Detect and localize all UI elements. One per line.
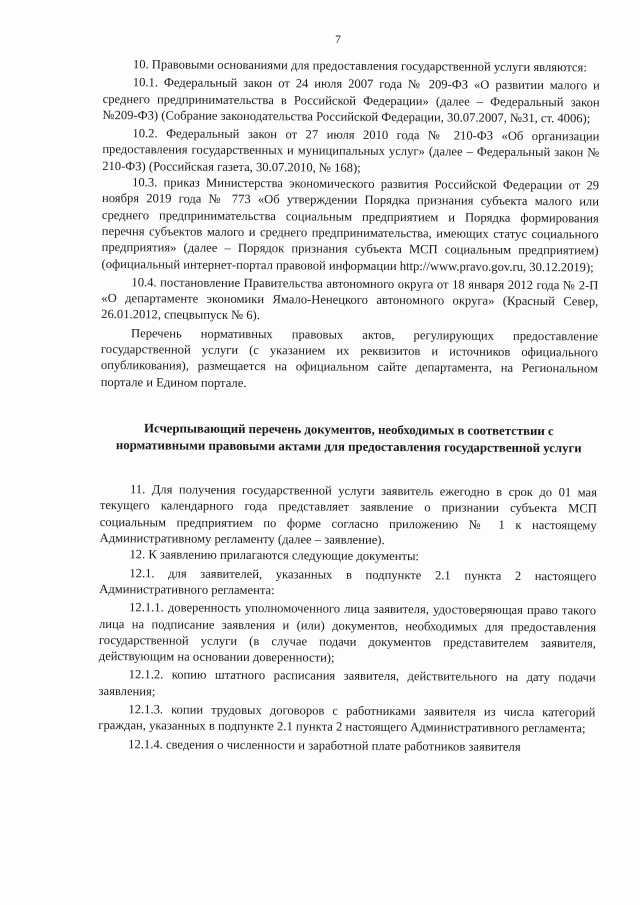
paragraph-12: 12. К заявлению прилагаются следующие документы: <box>129 547 420 564</box>
paragraph-12-1-4: 12.1.4. сведения о численности и заработной плате работников заявителя <box>128 736 521 754</box>
paragraph-10-1: 10.1. Федеральный закон от 24 июля 2007 года № 209-ФЗ «О развитии малого и среднего предпринимательства в Российской Федерации» (далее – Федеральный закон №209-ФЗ) (Собрание законодательства Российской Федерации, 30.07.2007, №31, ст. 4006); <box>102 75 600 126</box>
paragraph-10-2: 10.2. Федеральный закон от 27 июля 2010 года № 210-ФЗ «Об организации предоставления государственных и муниципальных услуг» (далее – Федеральный закон № 210-ФЗ) (Российская газета, 30.07.2010, № 168); <box>102 126 600 175</box>
page-number: 7 <box>335 34 341 46</box>
paragraph-10-3: 10.3. приказ Министерства экономического развития Российской Федерации от 29 ноября 2019 года № 773 «Об утверждении Порядка признания субъекта малого или среднего предпринимательства социальным предприятием и Порядка формирования перечня субъектов малого и среднего предпринимательства, имеющих статус социального предприятия» (далее – Порядок признания субъекта МСП социальным предприятием) (официальный интернет-портал правовой информации http://www.pravo.gov.ru, 30.12.2019); <box>101 175 600 274</box>
document-body <box>98 56 600 755</box>
paragraph-12-1-1: 12.1.1. доверенность уполномоченного лица заявителя, удостоверяющая право такого лица на подписание заявления и (или) документов, необходимых для предоставления государственной услуги (в случае подачи документов представителем заявителя, действующим на основании доверенности); <box>98 600 597 665</box>
paragraph-legal-acts-list: Перечень нормативных правовых актов, регулирующих предоставление государственной услуги (с указанием их реквизитов и источников официального опубликования), размещается на официальном сайте департамента, на Региональном портале и Едином портале. <box>100 325 599 390</box>
paragraph-11: 11. Для получения государственной услуги заявитель ежегодно в срок до 01 мая текущего календарного года представляет заявление о признании субъекта МСП социальным предприятием по форме согласно приложению № 1 к настоящему Административному регламенту (далее – заявление). <box>99 482 598 547</box>
paragraph-12-1: 12.1. для заявителей, указанных в подпункте 2.1 пункта 2 настоящего Административного регламента: <box>99 565 597 598</box>
paragraph-12-1-3: 12.1.3. копии трудовых договоров с работниками заявителя из числа категорий граждан, указанных в подпункте 2.1 пункта 2 настоящего Административного регламента; <box>98 702 596 736</box>
paragraph-10: 10. Правовыми основаниями для предоставления государственной услуги являются: <box>132 57 587 75</box>
section-heading: Исчерпывающий перечень документов, необходимых в соответствии с нормативными правовыми актами для предоставления государственной услуги <box>115 421 582 455</box>
paragraph-12-1-2: 12.1.2. копию штатного расписания заявителя, действительного на дату подачи заявления; <box>98 667 596 699</box>
paragraph-10-4: 10.4. постановление Правительства автономного округа от 18 января 2012 года № 2-П «О департаменте экономики Ямало-Ненецкого автономного округа» (Красный Север, 26.01.2012, спецвыпуск № 6). <box>101 275 599 323</box>
